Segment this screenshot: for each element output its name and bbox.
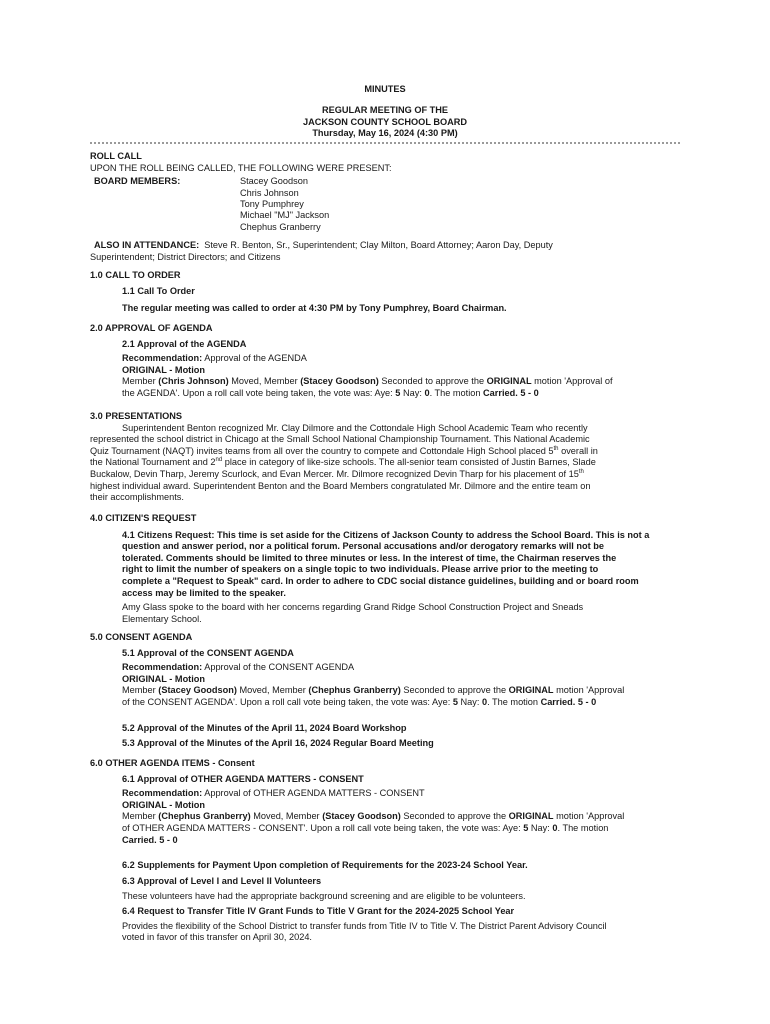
board-members <box>90 176 680 233</box>
member-name: Chephus Granberry <box>240 221 321 232</box>
member-name: Chris Johnson <box>240 187 299 198</box>
citizens-request-note: Amy Glass spoke to the board with her concerns regarding Grand Ridge School Construction Project and Sneads Elementary School. <box>122 602 584 624</box>
roll-call-intro: UPON THE ROLL BEING CALLED, THE FOLLOWING WERE PRESENT: <box>90 162 392 173</box>
call-to-order-text: The regular meeting was called to order at 4:30 PM by Tony Pumphrey, Board Chairman. <box>122 303 507 314</box>
section-citizens-request <box>90 513 680 625</box>
section-consent-agenda <box>90 632 680 750</box>
recommendation: Recommendation: Approval of OTHER AGENDA MATTERS - CONSENT <box>122 788 425 799</box>
member-name: Michael "MJ" Jackson <box>240 210 330 221</box>
subsection-title: 6.4 Request to Transfer Title IV Grant Funds to Title V Grant for the 2024-2025 School Year <box>122 905 515 916</box>
section-approval-of-agenda <box>90 323 680 400</box>
header-line-1: REGULAR MEETING OF THE <box>321 105 449 115</box>
attendance-text: Steve R. Benton, Sr., Superintendent; Clay Milton, Board Attorney; Aaron Day, Deputy <box>204 240 553 251</box>
motion-text: Member (Stacey Goodson) Moved, Member (Chephus Granberry) Seconded to approve the ORIGINAL motion 'Approval of the CONSENT AGENDA'. Upon a roll call vote being taken, the vote was: Aye: 5 Nay: 0. The motion Carried. 5 - 0 <box>122 685 625 707</box>
recommendation: Recommendation: Approval of the CONSENT AGENDA <box>122 662 355 673</box>
subsection-title: 6.3 Approval of Level I and Level II Volunteers <box>122 875 322 886</box>
meeting-header <box>90 105 680 140</box>
doc-label-minutes: MINUTES <box>364 84 406 94</box>
motion-label: ORIGINAL - Motion <box>122 799 206 810</box>
presentations-text: Superintendent Benton recognized Mr. Clay Dilmore and the Cottondale High School Academic Team who recently represented the school district in Chicago at the Small School National Championship Tournament. This National Academic Quiz Tournament (NAQT) invites teams from all over the country to compete and Cottondale High School placed 5th overall in the National Tournament and 2nd place in category of like-size schools. The all-senior team consisted of Justin Barnes, Slade Buckalow, Devin Tharp, Jeremy Scurlock, and Evan Mercer. Mr. Dilmore recognized Devin Tharp for his placement of 15th highest individual award. Superintendent Benton and the Board Members congratulated Mr. Dilmore and the entire team on their accomplishments. <box>90 422 598 503</box>
header-divider <box>90 142 680 144</box>
section-call-to-order <box>90 270 680 315</box>
header-line-2: JACKSON COUNTY SCHOOL BOARD <box>302 116 468 127</box>
section-title: 4.0 CITIZEN'S REQUEST <box>90 513 197 523</box>
subsection-title: 5.1 Approval of the CONSENT AGENDA <box>122 647 294 658</box>
section-title: 2.0 APPROVAL OF AGENDA <box>90 323 213 333</box>
subsection-title: 5.3 Approval of the Minutes of the April 16, 2024 Regular Board Meeting <box>122 738 434 749</box>
subsection-title: 1.1 Call To Order <box>122 285 195 296</box>
roll-call-title: ROLL CALL <box>90 151 142 161</box>
attendance-text-2: Superintendent; District Directors; and Citizens <box>90 251 281 262</box>
section-other-agenda-items <box>90 758 680 944</box>
header-line-3: Thursday, May 16, 2024 (4:30 PM) <box>312 128 458 139</box>
section-title: 3.0 PRESENTATIONS <box>90 411 183 421</box>
motion-text: Member (Chris Johnson) Moved, Member (Stacey Goodson) Seconded to approve the ORIGINAL motion 'Approval of the AGENDA'. Upon a roll call vote being taken, the vote was: Aye: 5 Nay: 0. The motion Carried. 5 - 0 <box>122 376 613 398</box>
member-name: Tony Pumphrey <box>240 199 304 209</box>
citizens-request-notice: 4.1 Citizens Request: This time is set aside for the Citizens of Jackson County to address the School Board. This is not a question and answer period, nor a political forum. Personal accusations and/or derogatory remarks will not be tolerated. Comments should be limited to three minutes or less. In the interest of time, the Chairman reserves the right to limit the number of speakers on a single topic to two individuals. Please arrive prior to the meeting to complete a "Request to Speak" card. In order to adhere to CDC social distance guidelines, building and or board room access may be limited to the speaker. <box>122 529 650 598</box>
motion-label: ORIGINAL - Motion <box>122 364 206 375</box>
title-transfer-text: Provides the flexibility of the School District to transfer funds from Title IV to Title V. The District Parent Advisory Council voted in favor of this transfer on April 30, 2024. <box>122 920 607 943</box>
section-title: 5.0 CONSENT AGENDA <box>90 632 193 642</box>
board-members-list <box>240 176 329 233</box>
motion-text: Member (Chephus Granberry) Moved, Member (Stacey Goodson) Seconded to approve the ORIGINAL motion 'Approval of OTHER AGENDA MATTERS - CONSENT'. Upon a roll call vote being taken, the vote was: Aye: 5 Nay: 0. The motion Carried. 5 - 0 <box>122 811 625 845</box>
board-members-label: BOARD MEMBERS: <box>94 176 181 187</box>
also-in-attendance <box>90 240 680 263</box>
subsection-title: 6.1 Approval of OTHER AGENDA MATTERS - CONSENT <box>122 773 364 784</box>
subsection-title: 2.1 Approval of the AGENDA <box>122 338 247 349</box>
member-name: Stacey Goodson <box>240 176 308 187</box>
subsection-title: 5.2 Approval of the Minutes of the April 11, 2024 Board Workshop <box>122 722 407 733</box>
roll-call-section <box>90 151 680 263</box>
motion-label: ORIGINAL - Motion <box>122 673 206 684</box>
recommendation: Recommendation: Approval of the AGENDA <box>122 353 307 364</box>
section-title: 6.0 OTHER AGENDA ITEMS - Consent <box>90 758 255 768</box>
attendance-label: ALSO IN ATTENDANCE: <box>94 240 200 251</box>
section-presentations <box>90 411 680 504</box>
section-title: 1.0 CALL TO ORDER <box>90 270 181 280</box>
subsection-title: 6.2 Supplements for Payment Upon completion of Requirements for the 2023-24 School Year. <box>122 860 528 871</box>
volunteers-text: These volunteers have had the appropriate background screening and are eligible to be volunteers. <box>122 891 526 902</box>
